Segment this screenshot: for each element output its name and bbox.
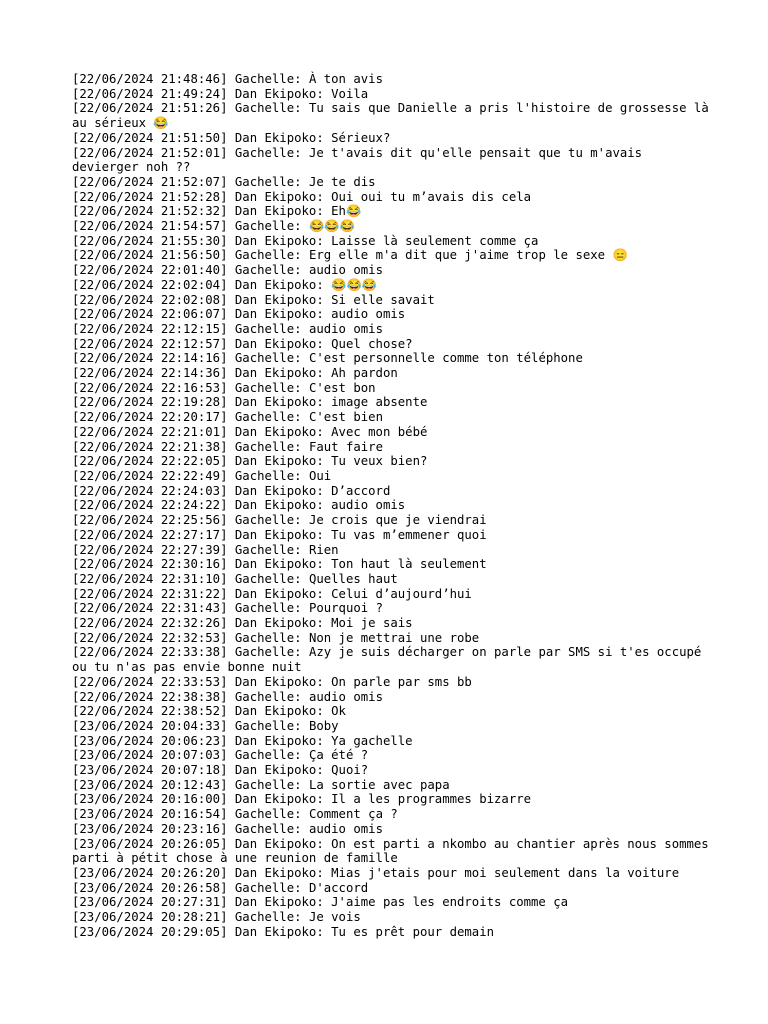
chat-message — [72, 734, 712, 749]
message-timestamp: [22/06/2024 21:51:50] — [72, 130, 228, 145]
message-sender: Gachelle: — [234, 630, 302, 645]
message-sender: Dan Ekipoko: — [234, 792, 324, 807]
chat-message — [72, 219, 712, 234]
message-text: Il a les programmes bizarre — [331, 792, 532, 807]
message-sender: Dan Ekipoko: — [234, 204, 324, 219]
chat-message — [72, 175, 712, 190]
message-sender: Gachelle: — [234, 101, 302, 116]
message-sender: Gachelle: — [234, 910, 302, 925]
message-sender: Dan Ekipoko: — [234, 277, 324, 292]
message-sender: Gachelle: — [234, 601, 302, 616]
chat-message — [72, 395, 712, 410]
chat-message — [72, 719, 712, 734]
message-text: audio omis — [331, 307, 406, 322]
message-timestamp: [23/06/2024 20:26:20] — [72, 865, 228, 880]
message-text: C'est bien — [308, 410, 383, 425]
message-sender: Gachelle: — [234, 821, 302, 836]
message-sender: Dan Ekipoko: — [234, 763, 324, 778]
message-timestamp: [22/06/2024 22:38:52] — [72, 704, 228, 719]
message-timestamp: [22/06/2024 22:25:56] — [72, 513, 228, 528]
message-timestamp: [23/06/2024 20:27:31] — [72, 895, 228, 910]
chat-log — [72, 72, 717, 939]
chat-message — [72, 101, 717, 131]
message-timestamp: [23/06/2024 20:16:54] — [72, 807, 228, 822]
message-text: On est parti a nkombo au chantier après nous sommes parti à pétit chose à une reunion de famille — [72, 836, 717, 866]
message-text: Erg elle m'a dit que j'aime trop le sexe 😑 — [308, 248, 628, 263]
message-sender: Dan Ekipoko: — [234, 733, 324, 748]
message-text: Avec mon bébé — [331, 424, 428, 439]
chat-message — [72, 440, 712, 455]
message-timestamp: [22/06/2024 22:21:38] — [72, 439, 228, 454]
message-text: 😂😂😂 — [308, 219, 355, 234]
chat-message — [72, 704, 712, 719]
message-timestamp: [23/06/2024 20:07:18] — [72, 763, 228, 778]
message-sender: Gachelle: — [234, 718, 302, 733]
chat-message — [72, 528, 712, 543]
message-timestamp: [23/06/2024 20:07:03] — [72, 748, 228, 763]
message-timestamp: [22/06/2024 22:27:39] — [72, 542, 228, 557]
message-sender: Gachelle: — [234, 321, 302, 336]
chat-message — [72, 748, 712, 763]
message-text: Ya gachelle — [331, 733, 413, 748]
message-sender: Gachelle: — [234, 72, 302, 86]
chat-message — [72, 204, 712, 219]
message-sender: Gachelle: — [234, 468, 302, 483]
chat-message — [72, 425, 712, 440]
message-text: Je crois que je viendrai — [308, 513, 487, 528]
chat-message — [72, 557, 712, 572]
message-timestamp: [23/06/2024 20:04:33] — [72, 718, 228, 733]
message-text: La sortie avec papa — [308, 777, 450, 792]
message-text: Non je mettrai une robe — [308, 630, 480, 645]
message-sender: Gachelle: — [234, 689, 302, 704]
message-text: D'accord — [308, 880, 369, 895]
message-sender: Gachelle: — [234, 807, 302, 822]
message-sender: Dan Ekipoko: — [234, 233, 324, 248]
message-timestamp: [23/06/2024 20:26:58] — [72, 880, 228, 895]
message-sender: Dan Ekipoko: — [234, 586, 324, 601]
chat-message — [72, 366, 712, 381]
message-timestamp: [22/06/2024 22:31:22] — [72, 586, 228, 601]
chat-message — [72, 278, 712, 293]
message-timestamp: [22/06/2024 22:22:49] — [72, 468, 228, 483]
message-text: audio omis — [308, 321, 383, 336]
chat-message — [72, 881, 712, 896]
chat-message — [72, 190, 712, 205]
message-text: Eh😂 — [331, 204, 362, 219]
message-text: Oui oui tu m’avais dis cela — [331, 189, 532, 204]
message-timestamp: [22/06/2024 21:55:30] — [72, 233, 228, 248]
message-text: Laisse là seulement comme ça — [331, 233, 539, 248]
message-timestamp: [23/06/2024 20:12:43] — [72, 777, 228, 792]
message-sender: Dan Ekipoko: — [234, 130, 324, 145]
message-timestamp: [22/06/2024 22:01:40] — [72, 263, 228, 278]
message-sender: Gachelle: — [234, 513, 302, 528]
message-text: Je te dis — [308, 174, 376, 189]
chat-message — [72, 322, 712, 337]
message-timestamp: [22/06/2024 22:02:08] — [72, 292, 228, 307]
chat-message — [72, 645, 712, 674]
chat-message — [72, 454, 712, 469]
chat-message — [72, 910, 712, 925]
chat-message — [72, 146, 712, 175]
chat-message — [72, 587, 712, 602]
message-timestamp: [22/06/2024 22:19:28] — [72, 395, 228, 410]
message-timestamp: [23/06/2024 20:29:05] — [72, 924, 228, 939]
message-timestamp: [23/06/2024 20:16:00] — [72, 792, 228, 807]
message-text: Quel chose? — [331, 336, 413, 351]
message-timestamp: [22/06/2024 22:33:53] — [72, 674, 228, 689]
message-timestamp: [23/06/2024 20:26:05] — [72, 836, 228, 851]
message-text: Azy je suis décharger on parle par SMS si t'es occupé ou tu n'as pas envie bonne nuit — [72, 645, 709, 675]
message-timestamp: [23/06/2024 20:23:16] — [72, 821, 228, 836]
message-sender: Dan Ekipoko: — [234, 86, 324, 101]
chat-message — [72, 351, 712, 366]
message-text: Ça été ? — [308, 748, 369, 763]
message-text: Comment ça ? — [308, 807, 398, 822]
message-sender: Dan Ekipoko: — [234, 865, 324, 880]
message-timestamp: [22/06/2024 22:27:17] — [72, 527, 228, 542]
message-text: C'est bon — [308, 380, 376, 395]
chat-message — [72, 513, 712, 528]
message-text: audio omis — [308, 689, 383, 704]
message-sender: Gachelle: — [234, 777, 302, 792]
message-sender: Gachelle: — [234, 174, 302, 189]
message-timestamp: [22/06/2024 22:14:36] — [72, 366, 228, 381]
message-timestamp: [22/06/2024 21:52:32] — [72, 204, 228, 219]
message-text: Si elle savait — [331, 292, 435, 307]
message-sender: Gachelle: — [234, 410, 302, 425]
message-text: audio omis — [308, 821, 383, 836]
message-timestamp: [22/06/2024 22:06:07] — [72, 307, 228, 322]
message-text: Tu veux bien? — [331, 454, 428, 469]
message-sender: Dan Ekipoko: — [234, 557, 324, 572]
chat-message — [72, 263, 712, 278]
message-timestamp: [23/06/2024 20:06:23] — [72, 733, 228, 748]
message-sender: Dan Ekipoko: — [234, 307, 324, 322]
message-text: C'est personnelle comme ton téléphone — [308, 351, 583, 366]
chat-message — [72, 72, 712, 87]
message-sender: Gachelle: — [234, 248, 302, 263]
message-timestamp: [22/06/2024 21:49:24] — [72, 86, 228, 101]
message-text: Quelles haut — [308, 571, 398, 586]
message-sender: Dan Ekipoko: — [234, 836, 324, 851]
message-text: audio omis — [331, 498, 406, 513]
message-timestamp: [22/06/2024 21:54:57] — [72, 219, 228, 234]
chat-message — [72, 484, 712, 499]
message-sender: Dan Ekipoko: — [234, 498, 324, 513]
chat-message — [72, 381, 712, 396]
chat-message — [72, 498, 712, 513]
message-sender: Gachelle: — [234, 145, 302, 160]
message-sender: Dan Ekipoko: — [234, 292, 324, 307]
message-sender: Dan Ekipoko: — [234, 527, 324, 542]
message-text: Sérieux? — [331, 130, 391, 145]
chat-message — [72, 410, 712, 425]
message-sender: Dan Ekipoko: — [234, 454, 324, 469]
message-timestamp: [22/06/2024 22:21:01] — [72, 424, 228, 439]
message-sender: Dan Ekipoko: — [234, 895, 324, 910]
chat-message — [72, 87, 712, 102]
message-sender: Gachelle: — [234, 542, 302, 557]
message-text: Tu vas m’emmener quoi — [331, 527, 487, 542]
chat-message — [72, 616, 712, 631]
message-sender: Gachelle: — [234, 439, 302, 454]
message-text: Celui d’aujourd’hui — [331, 586, 472, 601]
chat-message — [72, 836, 717, 866]
message-timestamp: [22/06/2024 22:24:22] — [72, 498, 228, 513]
message-text: Quoi? — [331, 763, 369, 778]
message-timestamp: [22/06/2024 22:31:43] — [72, 601, 228, 616]
message-timestamp: [22/06/2024 21:56:50] — [72, 248, 228, 263]
message-timestamp: [22/06/2024 22:32:53] — [72, 630, 228, 645]
message-sender: Dan Ekipoko: — [234, 424, 324, 439]
chat-message — [72, 572, 712, 587]
message-sender: Dan Ekipoko: — [234, 616, 324, 631]
chat-message — [72, 895, 712, 910]
message-text: 😂😂😂 — [331, 277, 378, 292]
message-timestamp: [22/06/2024 22:24:03] — [72, 483, 228, 498]
message-timestamp: [22/06/2024 21:48:46] — [72, 72, 228, 86]
chat-message — [72, 234, 712, 249]
chat-message — [72, 248, 712, 263]
message-timestamp: [22/06/2024 22:33:38] — [72, 645, 228, 660]
message-text: Tu sais que Danielle a pris l'histoire de grossesse là au sérieux 😂 — [72, 101, 717, 131]
chat-message — [72, 631, 712, 646]
message-text: Ton haut là seulement — [331, 557, 487, 572]
message-sender: Dan Ekipoko: — [234, 366, 324, 381]
message-sender: Gachelle: — [234, 645, 302, 660]
chat-message — [72, 925, 712, 940]
chat-message — [72, 337, 712, 352]
message-text: Je vois — [308, 910, 361, 925]
message-text: À ton avis — [308, 72, 383, 86]
message-sender: Dan Ekipoko: — [234, 336, 324, 351]
message-text: Tu es prêt pour demain — [331, 924, 495, 939]
message-timestamp: [22/06/2024 22:14:16] — [72, 351, 228, 366]
message-sender: Gachelle: — [234, 571, 302, 586]
message-sender: Gachelle: — [234, 748, 302, 763]
chat-message — [72, 778, 712, 793]
chat-message — [72, 601, 712, 616]
message-sender: Dan Ekipoko: — [234, 395, 324, 410]
message-text: image absente — [331, 395, 428, 410]
chat-message — [72, 822, 712, 837]
message-sender: Dan Ekipoko: — [234, 704, 324, 719]
chat-message — [72, 807, 712, 822]
message-timestamp: [22/06/2024 21:52:07] — [72, 174, 228, 189]
chat-message — [72, 131, 712, 146]
message-text: Ok — [331, 704, 346, 719]
chat-message — [72, 690, 712, 705]
chat-message — [72, 792, 712, 807]
message-timestamp: [22/06/2024 21:52:28] — [72, 189, 228, 204]
chat-message — [72, 469, 712, 484]
message-sender: Gachelle: — [234, 880, 302, 895]
message-text: On parle par sms bb — [331, 674, 472, 689]
message-text: Pourquoi ? — [308, 601, 383, 616]
message-text: Voila — [331, 86, 369, 101]
message-timestamp: [22/06/2024 22:20:17] — [72, 410, 228, 425]
message-text: Rien — [308, 542, 339, 557]
chat-message — [72, 763, 712, 778]
message-sender: Dan Ekipoko: — [234, 189, 324, 204]
message-text: Boby — [308, 718, 339, 733]
message-timestamp: [23/06/2024 20:28:21] — [72, 910, 228, 925]
message-sender: Gachelle: — [234, 263, 302, 278]
chat-message — [72, 293, 712, 308]
message-text: Faut faire — [308, 439, 383, 454]
message-sender: Gachelle: — [234, 219, 302, 234]
message-sender: Gachelle: — [234, 380, 302, 395]
message-text: audio omis — [308, 263, 383, 278]
message-timestamp: [22/06/2024 22:32:26] — [72, 616, 228, 631]
message-sender: Dan Ekipoko: — [234, 924, 324, 939]
message-timestamp: [22/06/2024 22:30:16] — [72, 557, 228, 572]
message-text: Oui — [308, 468, 332, 483]
message-timestamp: [22/06/2024 21:52:01] — [72, 145, 228, 160]
message-text: Je t'avais dit qu'elle pensait que tu m'avais devierger noh ?? — [72, 145, 650, 175]
message-text: J'aime pas les endroits comme ça — [331, 895, 569, 910]
message-sender: Dan Ekipoko: — [234, 674, 324, 689]
message-timestamp: [22/06/2024 22:12:57] — [72, 336, 228, 351]
message-text: D’accord — [331, 483, 391, 498]
message-timestamp: [22/06/2024 22:16:53] — [72, 380, 228, 395]
message-timestamp: [22/06/2024 22:12:15] — [72, 321, 228, 336]
chat-message — [72, 675, 712, 690]
message-sender: Gachelle: — [234, 351, 302, 366]
message-sender: Dan Ekipoko: — [234, 483, 324, 498]
message-timestamp: [22/06/2024 22:02:04] — [72, 277, 228, 292]
message-timestamp: [22/06/2024 22:22:05] — [72, 454, 228, 469]
message-text: Mias j'etais pour moi seulement dans la voiture — [331, 865, 680, 880]
message-text: Moi je sais — [331, 616, 413, 631]
chat-message — [72, 307, 712, 322]
chat-message — [72, 866, 712, 881]
message-timestamp: [22/06/2024 22:38:38] — [72, 689, 228, 704]
message-timestamp: [22/06/2024 22:31:10] — [72, 571, 228, 586]
message-timestamp: [22/06/2024 21:51:26] — [72, 101, 228, 116]
message-text: Ah pardon — [331, 366, 398, 381]
chat-message — [72, 543, 712, 558]
